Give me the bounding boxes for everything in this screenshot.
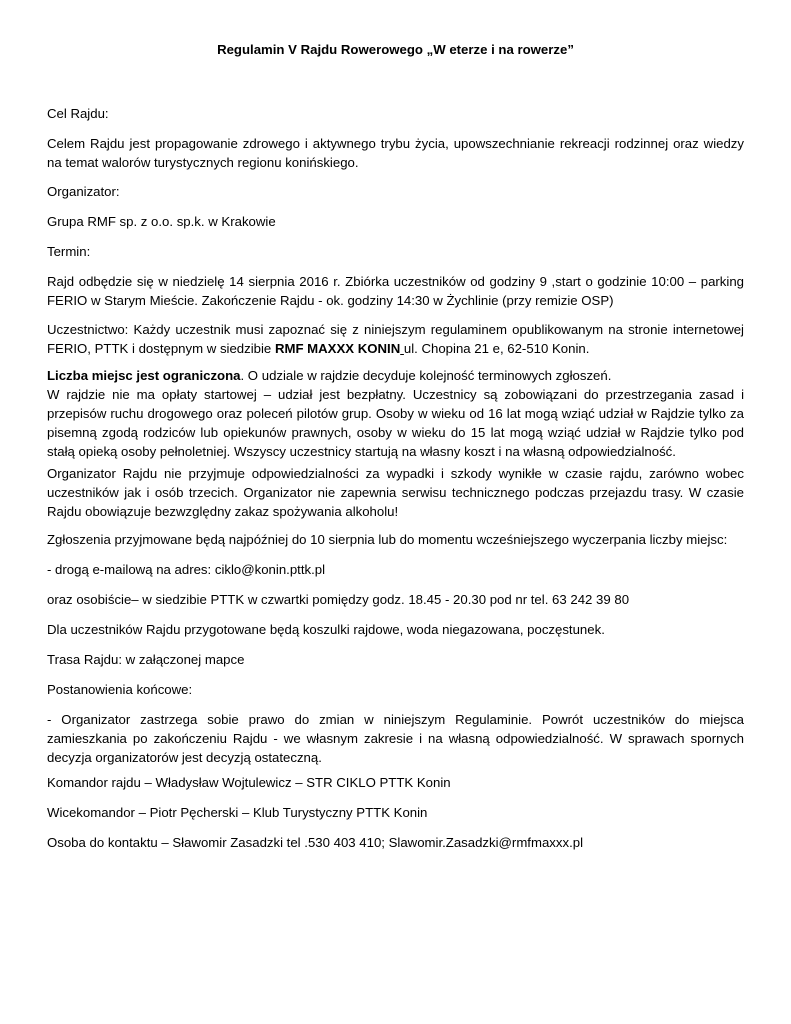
termin-heading: Termin: xyxy=(47,244,91,259)
liczba-body: W rajdzie nie ma opłaty startowej – udział jest bezpłatny. Uczestnicy są zobowiązani do przestrzegania zasad i przepisów ruchu drogowego oraz poleceń pilotów grup. Osoby w wieku od 16 lat mogą wziąć udział w Rajdzie tylko za pisemną zgodą rodziców lub opiekunów prawnych, osoby w wieku do 15 lat mogą wziąć udział w Rajdzie tylko pod stałą opieką osoby pełnoletniej. Wszyscy uczestnicy startują na własny koszt i na własną odpowiedzialność. xyxy=(47,387,744,459)
liczba-line xyxy=(47,366,744,385)
koszulki-paragraph: Dla uczestników Rajdu przygotowane będą koszulki rajdowe, woda niegazowana, poczęstunek. xyxy=(47,622,605,637)
komandor-line: Komandor rajdu – Władysław Wojtulewicz – STR CIKLO PTTK Konin xyxy=(47,775,451,790)
cel-paragraph: Celem Rajdu jest propagowanie zdrowego i aktywnego trybu życia, upowszechnianie rekreacji rodzinnej oraz wiedzy na temat walorów turystycznych regionu konińskiego. xyxy=(47,136,744,170)
uczestnictwo-text: Uczestnictwo: Każdy uczestnik musi zapoznać się z niniejszym regulaminem opublikowanym na stronie internetowej FERIO, PTTK i dostępnym w siedzibie xyxy=(47,322,744,356)
rmf-maxxx-konin-name: RMF MAXXX KONIN xyxy=(274,341,401,356)
kontakt-line: Osoba do kontaktu – Sławomir Zasadzki tel .530 403 410; Slawomir.Zasadzki@rmfmaxxx.pl xyxy=(47,835,583,850)
document-title: Regulamin V Rajdu Rowerowego „W eterze i na rowerze” xyxy=(217,42,574,57)
cel-heading: Cel Rajdu: xyxy=(47,106,109,121)
postanowienia-heading: Postanowienia końcowe: xyxy=(47,682,193,697)
uczestnictwo-paragraph xyxy=(47,320,744,358)
postanowienia-paragraph: - Organizator zastrzega sobie prawo do zmian w niniejszym Regulaminie. Powrót uczestników do miejsca zamieszkania po zakończeniu Rajdu - we własnym zakresie i na własną odpowiedzialność. W sprawach spornych decyzja organizatorów jest decyzją ostateczną. xyxy=(47,712,744,765)
uczestnictwo-address: ul. Chopina 21 e, 62-510 Konin. xyxy=(403,341,590,356)
termin-paragraph: Rajd odbędzie się w niedzielę 14 sierpnia 2016 r. Zbiórka uczestników od godziny 9 ,start o godzinie 10:00 – parking FERIO w Starym Mieście. Zakończenie Rajdu - ok. godziny 14:30 w Żychlinie (przy remizie OSP) xyxy=(47,274,744,308)
zgloszenia-email: - drogą e-mailową na adres: ciklo@konin.pttk.pl xyxy=(47,562,325,577)
zgloszenia-osobiscie: oraz osobiście– w siedzibie PTTK w czwartki pomiędzy godz. 18.45 - 20.30 pod nr tel. 63 242 39 80 xyxy=(47,592,630,607)
zgloszenia-paragraph: Zgłoszenia przyjmowane będą najpóźniej do 10 sierpnia lub do momentu wcześniejszego wyczerpania liczby miejsc: xyxy=(47,532,728,547)
trasa-paragraph: Trasa Rajdu: w załączonej mapce xyxy=(47,652,245,667)
liczba-rest: . O udziale w rajdzie decyduje kolejność terminowych zgłoszeń. xyxy=(240,368,612,383)
liczba-bold: Liczba miejsc jest ograniczona xyxy=(47,368,241,383)
organizator-heading: Organizator: xyxy=(47,184,120,199)
odpowiedzialnosc-paragraph: Organizator Rajdu nie przyjmuje odpowiedzialności za wypadki i szkody wynikłe w czasie rajdu, zarówno wobec uczestników jak i osób trzecich. Organizator nie zapewnia serwisu technicznego podczas przejazdu trasy. W czasie Rajdu obowiązuje bezwzględny zakaz spożywania alkoholu! xyxy=(47,466,744,519)
liczba-paragraph xyxy=(47,366,744,461)
organizator-paragraph: Grupa RMF sp. z o.o. sp.k. w Krakowie xyxy=(47,214,276,229)
wicekomandor-line: Wicekomandor – Piotr Pęcherski – Klub Turystyczny PTTK Konin xyxy=(47,805,428,820)
